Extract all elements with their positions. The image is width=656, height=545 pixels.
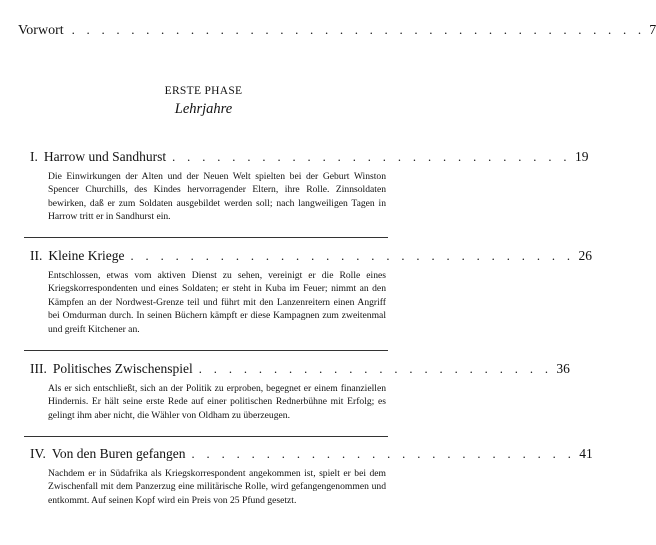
divider-rule xyxy=(24,237,388,238)
chapter-numeral: I. xyxy=(30,149,38,164)
chapter-title: Von den Buren gefangen xyxy=(51,446,186,461)
divider-rule xyxy=(24,350,388,351)
phase-title: ERSTE PHASE xyxy=(164,85,243,97)
chapter-title: Kleine Kriege xyxy=(48,248,125,263)
chapter-title: Politisches Zwischenspiel xyxy=(52,361,193,376)
chapter-summary: Die Einwirkungen der Alten und der Neuen Welt spielten bei der Geburt Winston Spencer Churchills, des Kindes hervorragender Eltern, ihre Rolle. Zinnsoldaten bewirken, daß er zum Soldaten ausgebildet werden soll; nach langweiligen Tagen in Harrow tritt er in Sandhurst ein. xyxy=(48,171,386,223)
chapter-summary: Als er sich entschließt, sich an der Politik zu erproben, begegnet er einem finanziellen Hindernis. Er hält seine erste Rede auf einer politischen Rednerbühne mit Erfolg; es gelingt ihm aber nicht, die Wähler von Oldham zu überzeugen. xyxy=(48,383,386,421)
preface-entry xyxy=(18,22,656,39)
chapter-summary: Nachdem er in Südafrika als Kriegskorrespondent angekommen ist, spielt er bei dem Zwischenfall mit dem Panzerzug eine militärische Rolle, wird gefangengenommen und entkommt. Auf seinen Kopf wird ein Preis von 25 Pfund gesetzt. xyxy=(48,468,386,506)
chapter-numeral: II. xyxy=(30,248,43,263)
chapter-heading xyxy=(30,446,593,464)
dot-leader: . . . . . . . . . . . . . . . . . . . . . . . . . . xyxy=(191,447,576,461)
chapter-numeral: IV. xyxy=(30,446,46,461)
chapter-heading xyxy=(30,149,589,167)
chapter-entry-3 xyxy=(30,361,570,422)
dot-leader: . . . . . . . . . . . . . . . . . . . . . . . . . . . . . . xyxy=(130,249,575,263)
preface-page-number: 7 xyxy=(649,23,656,38)
chapter-page-number: 41 xyxy=(579,446,593,461)
preface-label: Vorwort xyxy=(18,23,64,38)
chapter-page-number: 36 xyxy=(556,361,570,376)
chapter-entry-1 xyxy=(30,149,589,224)
chapter-page-number: 26 xyxy=(578,248,592,263)
divider-rule xyxy=(24,436,388,437)
phase-subtitle: Lehrjahre xyxy=(174,101,233,117)
dot-leader: . . . . . . . . . . . . . . . . . . . . . . . . . . . xyxy=(172,150,571,164)
chapter-numeral: III. xyxy=(30,361,47,376)
dot-leader: . . . . . . . . . . . . . . . . . . . . . . . . xyxy=(198,362,553,376)
chapter-title: Harrow und Sandhurst xyxy=(43,149,167,164)
chapter-heading xyxy=(30,248,592,266)
chapter-summary: Entschlossen, etwas vom aktiven Dienst zu sehen, vereinigt er die Rolle eines Kriegskorrespondenten und eines Soldaten; er steht in Kuba im Feuer; nimmt an den Kämpfen an der Nordwest-Grenze teil und führt mit den Lanzenreitern einen Angriff bei Omdurman durch. In seinen Büchern kämpft er diese Kampagnen zum zweitenmal und greift Kitchener an. xyxy=(48,270,386,335)
chapter-heading xyxy=(30,361,570,379)
chapter-entry-2 xyxy=(30,248,592,336)
chapter-entry-4 xyxy=(30,446,593,507)
chapter-page-number: 19 xyxy=(574,149,589,164)
dot-leader: . . . . . . . . . . . . . . . . . . . . . . . . . . . . . . . . . . . . . . . xyxy=(71,22,646,37)
